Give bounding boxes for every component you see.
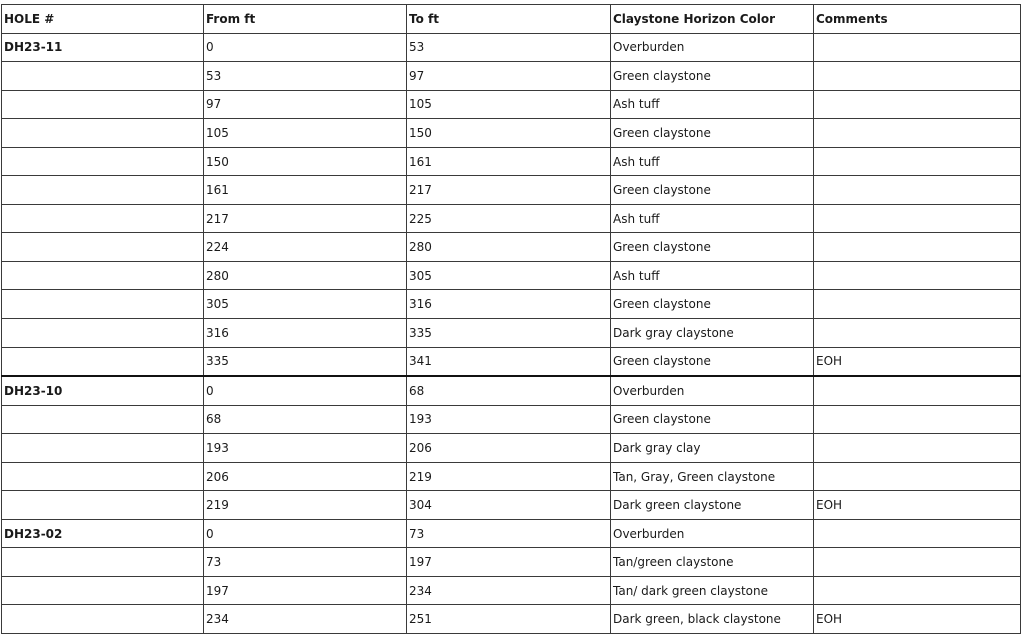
comments-cell [814, 204, 1021, 233]
header-to-ft: To ft [407, 5, 611, 34]
comments-cell [814, 90, 1021, 119]
comments-cell [814, 405, 1021, 434]
to-ft-cell: 161 [407, 147, 611, 176]
table-row [2, 204, 1021, 233]
claystone-color-cell: Green claystone [611, 290, 814, 319]
to-ft-cell: 97 [407, 62, 611, 91]
claystone-color-cell: Ash tuff [611, 261, 814, 290]
comments-cell [814, 176, 1021, 205]
hole-cell [2, 261, 204, 290]
from-ft-cell: 217 [204, 204, 407, 233]
claystone-color-cell: Tan/green claystone [611, 548, 814, 577]
comments-cell [814, 576, 1021, 605]
table-row [2, 548, 1021, 577]
to-ft-cell: 217 [407, 176, 611, 205]
table-row [2, 519, 1021, 548]
hole-cell [2, 90, 204, 119]
from-ft-cell: 224 [204, 233, 407, 262]
header-comments: Comments [814, 5, 1021, 34]
table-header [2, 5, 1021, 34]
claystone-color-cell: Green claystone [611, 176, 814, 205]
claystone-color-cell: Green claystone [611, 119, 814, 148]
comments-cell [814, 519, 1021, 548]
hole-cell: DH23-10 [2, 376, 204, 405]
from-ft-cell: 335 [204, 347, 407, 376]
to-ft-cell: 197 [407, 548, 611, 577]
table-row [2, 491, 1021, 520]
table-row [2, 147, 1021, 176]
from-ft-cell: 234 [204, 605, 407, 634]
claystone-color-cell: Dark green, black claystone [611, 605, 814, 634]
hole-cell [2, 462, 204, 491]
hole-cell [2, 204, 204, 233]
table-row [2, 233, 1021, 262]
comments-cell: EOH [814, 491, 1021, 520]
to-ft-cell: 73 [407, 519, 611, 548]
comments-cell [814, 33, 1021, 62]
table-row [2, 33, 1021, 62]
from-ft-cell: 0 [204, 33, 407, 62]
claystone-color-cell: Overburden [611, 519, 814, 548]
claystone-color-cell: Ash tuff [611, 204, 814, 233]
to-ft-cell: 68 [407, 376, 611, 405]
hole-cell [2, 434, 204, 463]
hole-cell [2, 548, 204, 577]
to-ft-cell: 105 [407, 90, 611, 119]
from-ft-cell: 53 [204, 62, 407, 91]
comments-cell [814, 147, 1021, 176]
table-row [2, 347, 1021, 376]
table-row [2, 290, 1021, 319]
header-from-ft: From ft [204, 5, 407, 34]
hole-cell [2, 119, 204, 148]
from-ft-cell: 305 [204, 290, 407, 319]
header-hole: HOLE # [2, 5, 204, 34]
claystone-color-cell: Ash tuff [611, 147, 814, 176]
hole-cell [2, 233, 204, 262]
from-ft-cell: 97 [204, 90, 407, 119]
comments-cell [814, 261, 1021, 290]
comments-cell [814, 62, 1021, 91]
comments-cell [814, 376, 1021, 405]
claystone-color-cell: Green claystone [611, 233, 814, 262]
hole-cell [2, 605, 204, 634]
hole-cell [2, 319, 204, 348]
hole-cell [2, 405, 204, 434]
table-row [2, 319, 1021, 348]
comments-cell [814, 233, 1021, 262]
comments-cell [814, 319, 1021, 348]
hole-cell [2, 290, 204, 319]
table-row [2, 376, 1021, 405]
from-ft-cell: 316 [204, 319, 407, 348]
hole-cell [2, 347, 204, 376]
from-ft-cell: 68 [204, 405, 407, 434]
drill-hole-log-table [1, 4, 1021, 634]
to-ft-cell: 206 [407, 434, 611, 463]
table-row [2, 605, 1021, 634]
table-row [2, 261, 1021, 290]
to-ft-cell: 304 [407, 491, 611, 520]
claystone-color-cell: Green claystone [611, 347, 814, 376]
header-row [2, 5, 1021, 34]
table-body [2, 33, 1021, 633]
claystone-color-cell: Tan, Gray, Green claystone [611, 462, 814, 491]
from-ft-cell: 161 [204, 176, 407, 205]
claystone-color-cell: Dark green claystone [611, 491, 814, 520]
claystone-color-cell: Overburden [611, 376, 814, 405]
claystone-color-cell: Dark gray clay [611, 434, 814, 463]
to-ft-cell: 251 [407, 605, 611, 634]
to-ft-cell: 234 [407, 576, 611, 605]
from-ft-cell: 193 [204, 434, 407, 463]
from-ft-cell: 280 [204, 261, 407, 290]
claystone-color-cell: Green claystone [611, 405, 814, 434]
comments-cell [814, 462, 1021, 491]
from-ft-cell: 150 [204, 147, 407, 176]
claystone-color-cell: Tan/ dark green claystone [611, 576, 814, 605]
comments-cell [814, 548, 1021, 577]
table-row [2, 119, 1021, 148]
from-ft-cell: 197 [204, 576, 407, 605]
hole-cell [2, 147, 204, 176]
from-ft-cell: 73 [204, 548, 407, 577]
hole-cell [2, 491, 204, 520]
to-ft-cell: 193 [407, 405, 611, 434]
comments-cell: EOH [814, 605, 1021, 634]
hole-cell: DH23-11 [2, 33, 204, 62]
to-ft-cell: 341 [407, 347, 611, 376]
from-ft-cell: 206 [204, 462, 407, 491]
to-ft-cell: 316 [407, 290, 611, 319]
header-claystone-color: Claystone Horizon Color [611, 5, 814, 34]
comments-cell [814, 119, 1021, 148]
table-row [2, 90, 1021, 119]
comments-cell [814, 434, 1021, 463]
hole-cell [2, 176, 204, 205]
table-row [2, 462, 1021, 491]
to-ft-cell: 225 [407, 204, 611, 233]
hole-cell [2, 576, 204, 605]
table-row [2, 576, 1021, 605]
hole-cell: DH23-02 [2, 519, 204, 548]
from-ft-cell: 105 [204, 119, 407, 148]
to-ft-cell: 219 [407, 462, 611, 491]
claystone-color-cell: Green claystone [611, 62, 814, 91]
hole-cell [2, 62, 204, 91]
from-ft-cell: 0 [204, 519, 407, 548]
comments-cell [814, 290, 1021, 319]
claystone-color-cell: Overburden [611, 33, 814, 62]
claystone-color-cell: Ash tuff [611, 90, 814, 119]
to-ft-cell: 280 [407, 233, 611, 262]
to-ft-cell: 335 [407, 319, 611, 348]
from-ft-cell: 219 [204, 491, 407, 520]
table-row [2, 176, 1021, 205]
comments-cell: EOH [814, 347, 1021, 376]
claystone-color-cell: Dark gray claystone [611, 319, 814, 348]
to-ft-cell: 305 [407, 261, 611, 290]
to-ft-cell: 53 [407, 33, 611, 62]
table-row [2, 62, 1021, 91]
from-ft-cell: 0 [204, 376, 407, 405]
to-ft-cell: 150 [407, 119, 611, 148]
table-row [2, 434, 1021, 463]
table-row [2, 405, 1021, 434]
